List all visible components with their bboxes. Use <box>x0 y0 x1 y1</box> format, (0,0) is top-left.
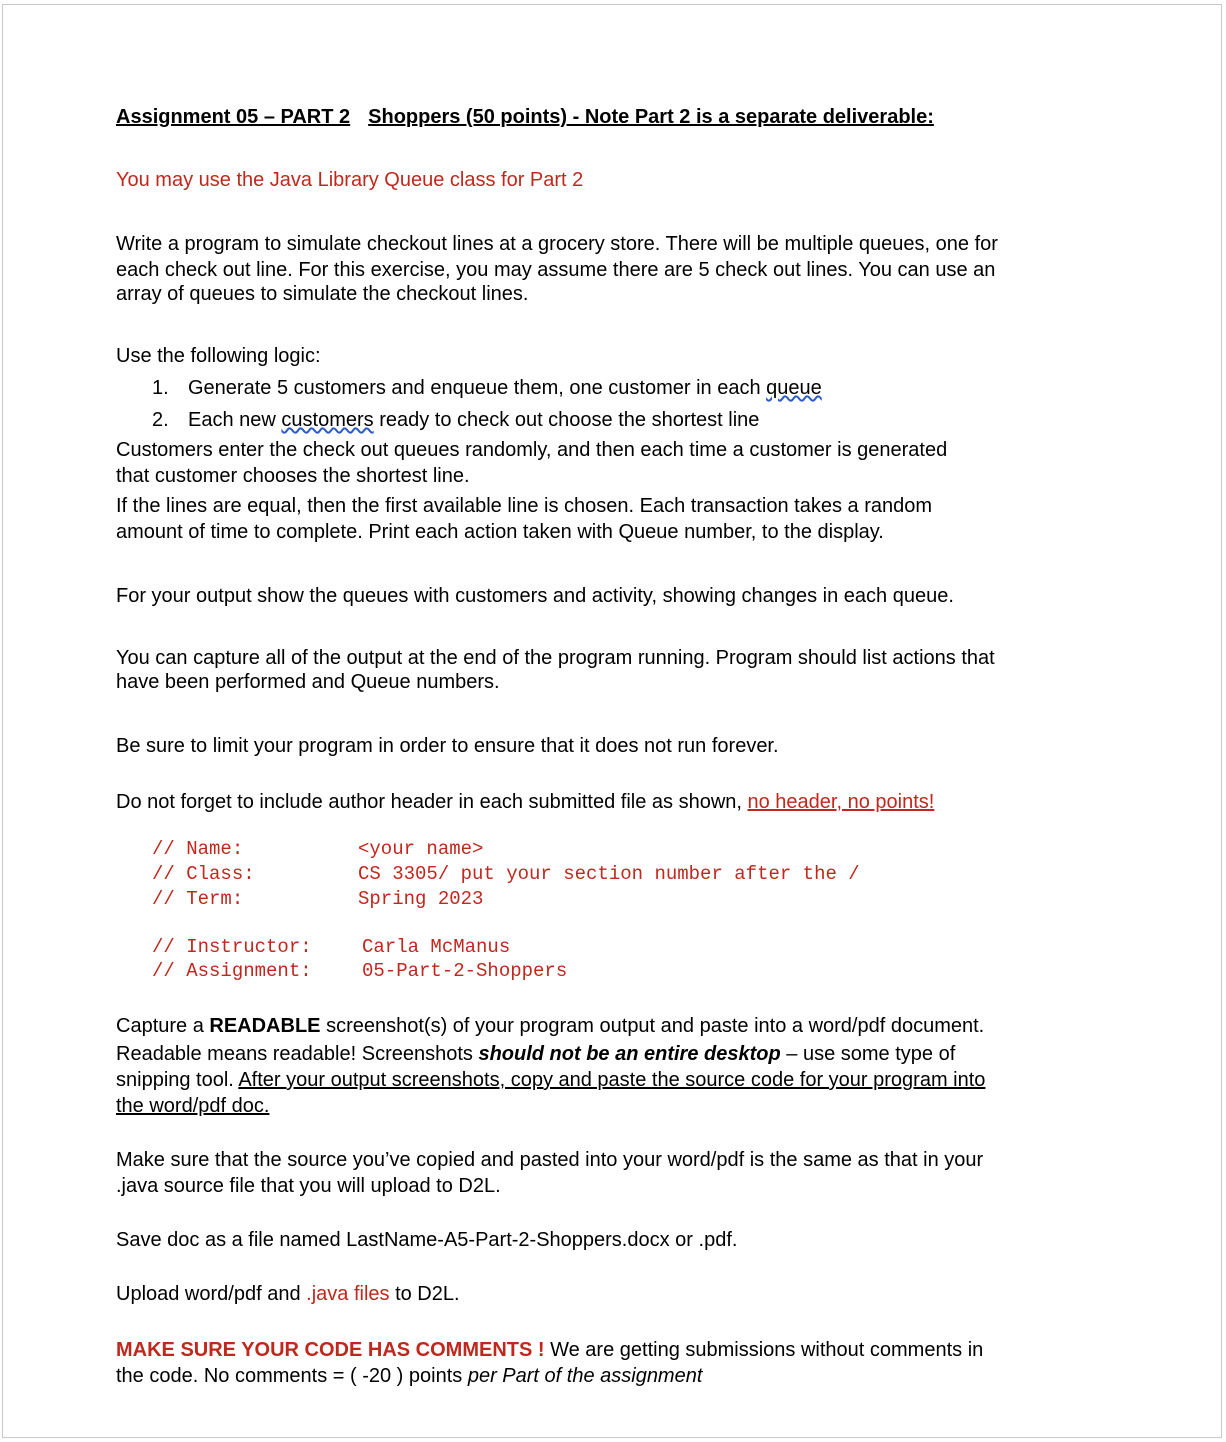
logic-detail-line-3: If the lines are equal, then the first available line is chosen. Each transaction takes a random <box>116 495 933 517</box>
logic-item-text: Each new <box>188 409 282 431</box>
code-instructor-label: // Instructor: <box>152 936 312 958</box>
code-name-value: <your name> <box>358 838 484 860</box>
logic-item-number: 1. <box>152 377 169 399</box>
logic-detail-line-2: that customer chooses the shortest line. <box>116 465 470 487</box>
document-page <box>2 4 1222 1438</box>
upload-paragraph <box>116 1282 460 1307</box>
per-part-italic: per Part of the assignment <box>467 1365 703 1387</box>
comments-text: We are getting submissions without comments in <box>544 1339 984 1361</box>
comments-warning: MAKE SURE YOUR CODE HAS COMMENTS ! <box>116 1339 545 1361</box>
title-part2: Shoppers (50 points) - Note Part 2 is a separate deliverable: <box>368 106 934 128</box>
screenshot-line-2 <box>116 1042 955 1067</box>
logic-item-1 <box>152 376 822 401</box>
code-class-value: CS 3305/ put your section number after the / <box>358 863 860 885</box>
screenshot-text: screenshot(s) of your program output and paste into a word/pdf document. <box>320 1015 985 1037</box>
intro-line-2: each check out line. For this exercise, you may assume there are 5 check out lines. You can use an <box>116 259 996 281</box>
comments-line-1 <box>116 1338 983 1363</box>
logic-item-2 <box>152 408 759 433</box>
upload-text: Upload word/pdf and <box>116 1283 307 1305</box>
code-term-value: Spring 2023 <box>358 888 484 910</box>
spellcheck-word: queue <box>766 377 822 399</box>
no-header-no-points-link[interactable]: no header, no points! <box>747 791 935 813</box>
capture-line-1: You can capture all of the output at the end of the program running. Program should list actions that <box>116 647 995 669</box>
upload-text-post: to D2L. <box>389 1283 460 1305</box>
header-paragraph <box>116 790 934 815</box>
java-files-text: .java files <box>306 1283 390 1305</box>
logic-item-text-post: ready to check out choose the shortest line <box>373 409 760 431</box>
title-part1: Assignment 05 – PART 2 <box>116 106 351 128</box>
capture-line-2: have been performed and Queue numbers. <box>116 671 500 693</box>
screenshot-text: Readable means readable! Screenshots <box>116 1043 479 1065</box>
logic-detail-line-1: Customers enter the check out queues randomly, and then each time a customer is generated <box>116 439 948 461</box>
code-assignment-value: 05-Part-2-Shoppers <box>362 960 568 982</box>
intro-line-1: Write a program to simulate checkout lines at a grocery store. There will be multiple queues, one for <box>116 233 998 255</box>
logic-detail-line-4: amount of time to complete. Print each action taken with Queue number, to the display. <box>116 521 884 543</box>
comments-text: the code. No comments = ( -20 ) points <box>116 1365 468 1387</box>
screenshot-text: – use some type of <box>780 1043 956 1065</box>
source-code-instruction: After your output screenshots, copy and paste the source code for your program into <box>238 1069 986 1091</box>
logic-item-text: Generate 5 customers and enqueue them, one customer in each <box>188 377 767 399</box>
screenshot-text: snipping tool. <box>116 1069 239 1091</box>
screenshot-line-4: the word/pdf doc. <box>116 1095 270 1117</box>
desktop-warning: should not be an entire desktop <box>478 1043 781 1065</box>
queue-class-note: You may use the Java Library Queue class for Part 2 <box>116 169 584 191</box>
header-text: Do not forget to include author header in each submitted file as shown, <box>116 791 748 813</box>
screenshot-line-3 <box>116 1068 985 1093</box>
save-paragraph: Save doc as a file named LastName-A5-Part-2-Shoppers.docx or .pdf. <box>116 1229 738 1251</box>
code-class-label: // Class: <box>152 863 255 885</box>
assignment-title <box>116 106 934 129</box>
code-assignment-label: // Assignment: <box>152 960 312 982</box>
source-line-2: .java source file that you will upload to D2L. <box>116 1175 501 1197</box>
code-term-label: // Term: <box>152 888 244 910</box>
code-instructor-value: Carla McManus <box>362 936 511 958</box>
spellcheck-word: customers <box>281 409 374 431</box>
screenshot-line-1 <box>116 1014 984 1039</box>
limit-paragraph: Be sure to limit your program in order to ensure that it does not run forever. <box>116 735 779 757</box>
output-paragraph: For your output show the queues with customers and activity, showing changes in each queue. <box>116 585 954 607</box>
readable-bold: READABLE <box>209 1015 321 1037</box>
intro-line-3: array of queues to simulate the checkout lines. <box>116 283 529 305</box>
screenshot-text: Capture a <box>116 1015 210 1037</box>
comments-line-2 <box>116 1364 702 1389</box>
logic-item-number: 2. <box>152 409 169 431</box>
logic-heading: Use the following logic: <box>116 345 321 367</box>
code-name-label: // Name: <box>152 838 244 860</box>
source-line-1: Make sure that the source you’ve copied and pasted into your word/pdf is the same as that in your <box>116 1149 984 1171</box>
